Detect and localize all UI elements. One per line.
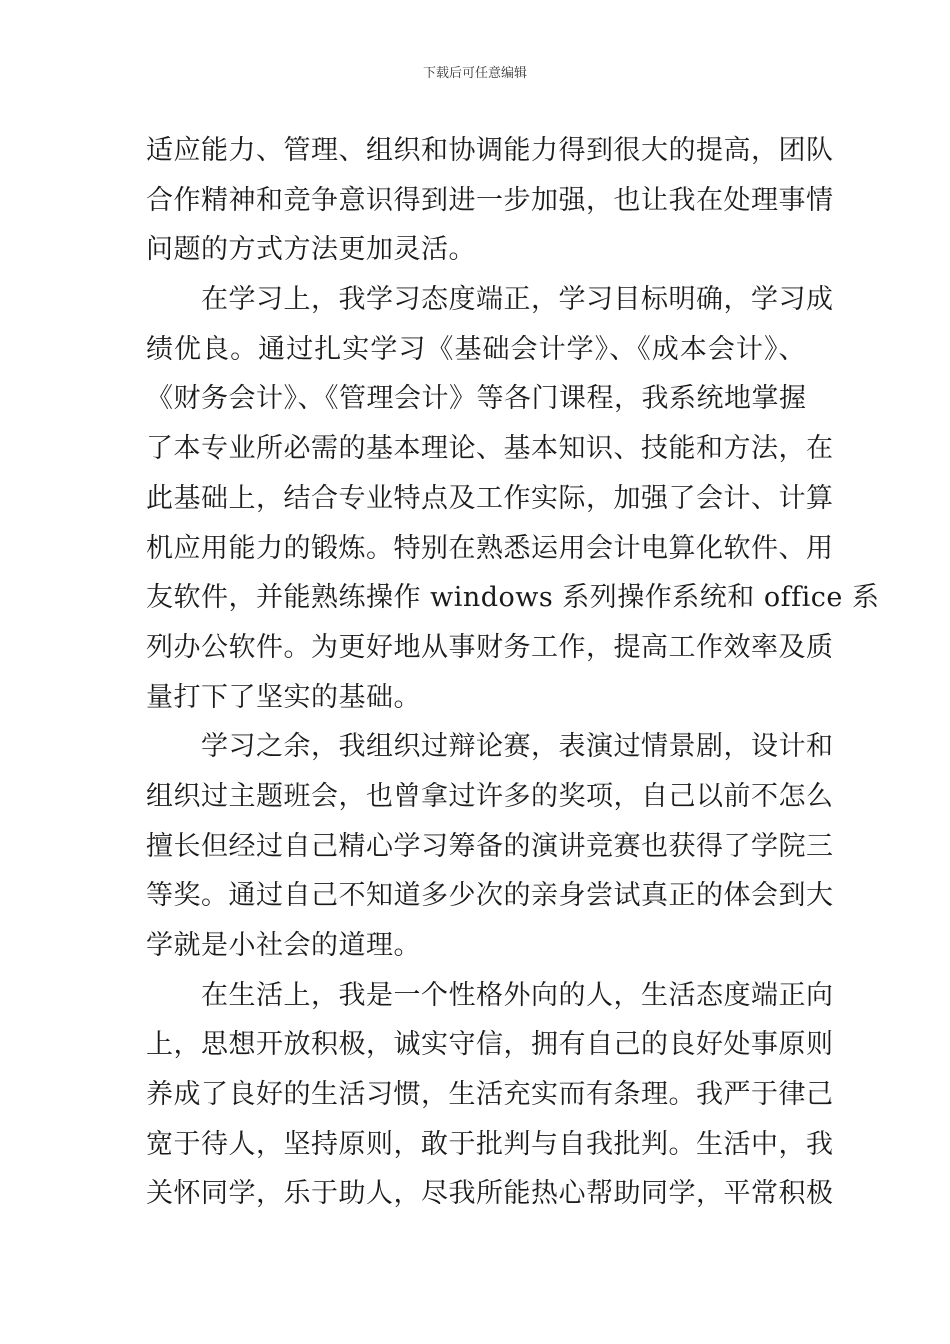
text-line: 机应用能力的锻炼。特别在熟悉运用会计电算化软件、用 [146,532,834,564]
text-line: 在生活上，我是一个性格外向的人，生活态度端正向 [201,979,834,1011]
text-line: 养成了良好的生活习惯，生活充实而有条理。我严于律己 [146,1079,834,1111]
text-line: 绩优良。通过扎实学习《基础会计学》、《成本会计》、 [146,333,806,365]
text-line: 学习之余，我组织过辩论赛，表演过情景剧，设计和 [201,731,834,763]
page-header: 下载后可任意编辑 [422,66,527,81]
text-line: 在学习上，我学习态度端正，学习目标明确，学习成 [201,284,834,316]
text-line: 友软件，并能熟练操作 windows 系列操作系统和 office 系 [146,582,880,614]
text-line: 适应能力、管理、组织和协调能力得到很大的提高，团队 [146,135,834,166]
paragraph-activities [146,722,834,970]
text-line: 量打下了坚实的基础。 [146,681,421,713]
text-line: 合作精神和竞争意识得到进一步加强，也让我在处理事情 [146,184,834,216]
text-line: 上，思想开放积极，诚实守信，拥有自己的良好处事原则 [146,1029,834,1061]
text-line: 此基础上，结合专业特点及工作实际，加强了会计、计算 [146,482,834,514]
text-line: 列办公软件。为更好地从事财务工作，提高工作效率及质 [146,631,834,663]
text-line: 《财务会计》、《管理会计》等各门课程，我系统地掌握 [146,383,807,415]
paragraph-study [146,275,880,722]
text-line: 学就是小社会的道理。 [146,930,421,961]
text-line: 宽于待人，坚持原则，敢于批判与自我批判。生活中，我 [146,1128,834,1160]
text-line: 擅长但经过自己精心学习筹备的演讲竞赛也获得了学院三 [146,830,834,862]
paragraph-life [146,971,834,1219]
text-line: 了本专业所必需的基本理论、基本知识、技能和方法，在 [146,433,834,465]
text-line: 组织过主题班会，也曾拿过许多的奖项，自己以前不怎么 [146,780,834,812]
text-line: 等奖。通过自己不知道多少次的亲身尝试真正的体会到大 [146,880,834,912]
text-line: 问题的方式方法更加灵活。 [146,234,476,266]
paragraph-adaptability [146,126,834,275]
text-line: 关怀同学，乐于助人，尽我所能热心帮助同学，平常积极 [146,1178,834,1210]
document-body [146,126,880,1219]
